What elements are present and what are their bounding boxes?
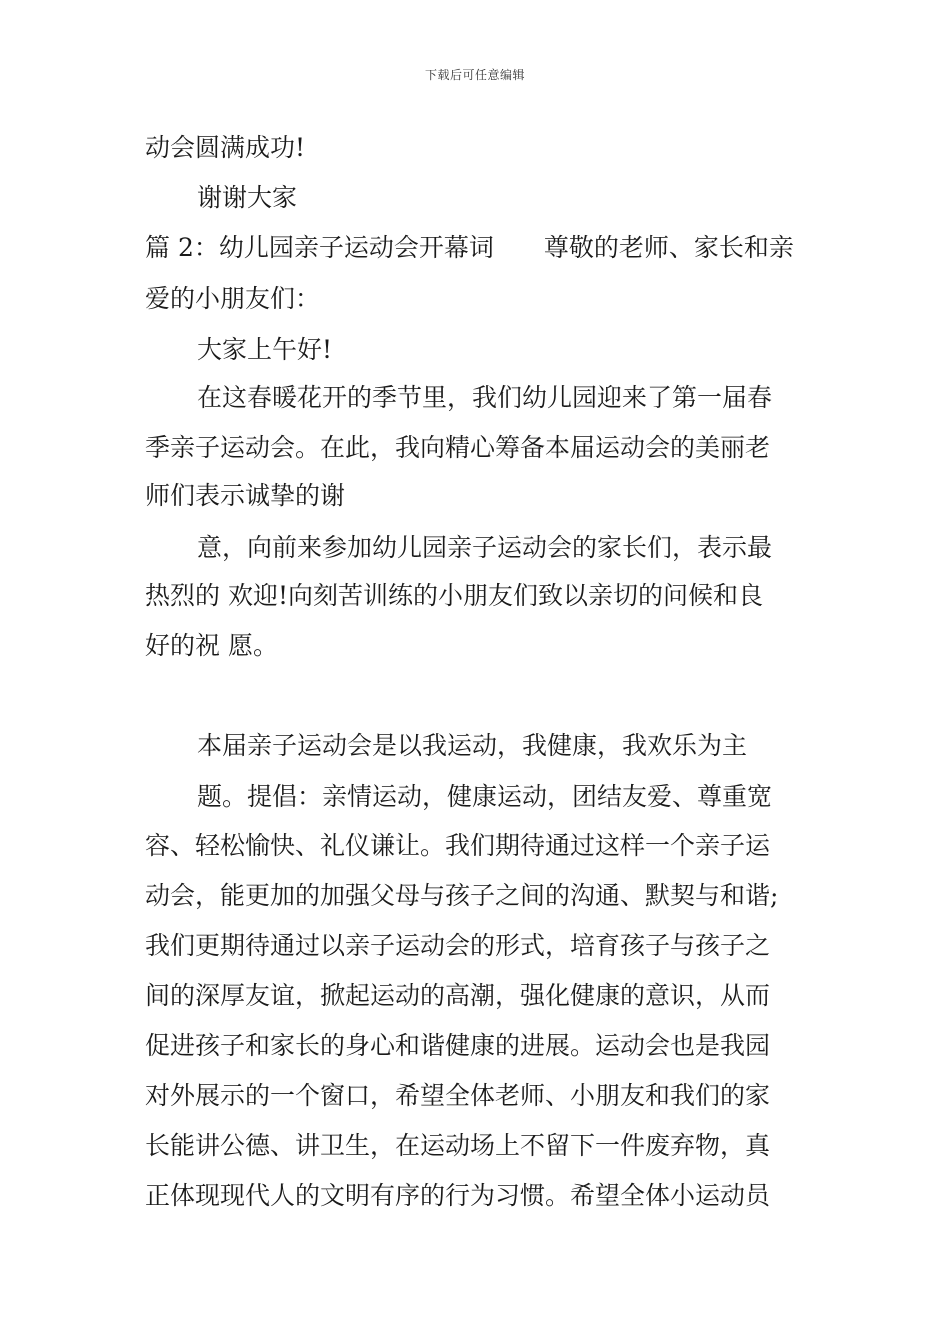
text-line: 大家上午好!	[197, 335, 333, 364]
text-line: 促进孩子和家长的身心和谐健康的进展。运动会也是我园	[145, 1031, 771, 1060]
text-line: 题。提倡：亲情运动，健康运动，团结友爱、尊重宽	[197, 782, 773, 811]
text-line: 本届亲子运动会是以我运动，我健康，我欢乐为主	[197, 731, 748, 760]
text-line: 师们表示诚挚的谢	[145, 481, 346, 510]
text-line: 动会，能更加的加强父母与孩子之间的沟通、默契与和谐;	[145, 881, 779, 910]
text-line: 谢谢大家	[197, 183, 298, 212]
text-line: 爱的小朋友们：	[145, 284, 321, 313]
text-line: 容、轻松愉快、礼仪谦让。我们期待通过这样一个亲子运	[145, 831, 771, 860]
text-line: 长能讲公德、讲卫生，在运动场上不留下一件废弃物，真	[145, 1131, 771, 1160]
text-line: 好的祝 愿。	[145, 631, 278, 660]
text-line: 在这春暖花开的季节里，我们幼儿园迎来了第一届春	[197, 383, 773, 412]
text-line: 间的深厚友谊，掀起运动的高潮，强化健康的意识，从而	[145, 981, 771, 1010]
text-line: 对外展示的一个窗口，希望全体老师、小朋友和我们的家	[145, 1081, 771, 1110]
text-line: 动会圆满成功!	[145, 133, 306, 162]
text-line: 热烈的 欢迎!向刻苦训练的小朋友们致以亲切的问候和良	[145, 581, 763, 610]
text-line: 我们更期待通过以亲子运动会的形式，培育孩子与孩子之	[145, 931, 771, 960]
text-line: 季亲子运动会。在此，我向精心筹备本届运动会的美丽老	[145, 433, 771, 462]
page-header-note: 下载后可任意编辑	[424, 68, 525, 82]
section-heading-line: 篇 2：幼儿园亲子运动会开幕词 尊敬的老师、家长和亲	[145, 233, 794, 262]
text-line: 正体现现代人的文明有序的行为习惯。希望全体小运动员	[145, 1181, 771, 1210]
text-line: 意，向前来参加幼儿园亲子运动会的家长们，表示最	[197, 533, 773, 562]
